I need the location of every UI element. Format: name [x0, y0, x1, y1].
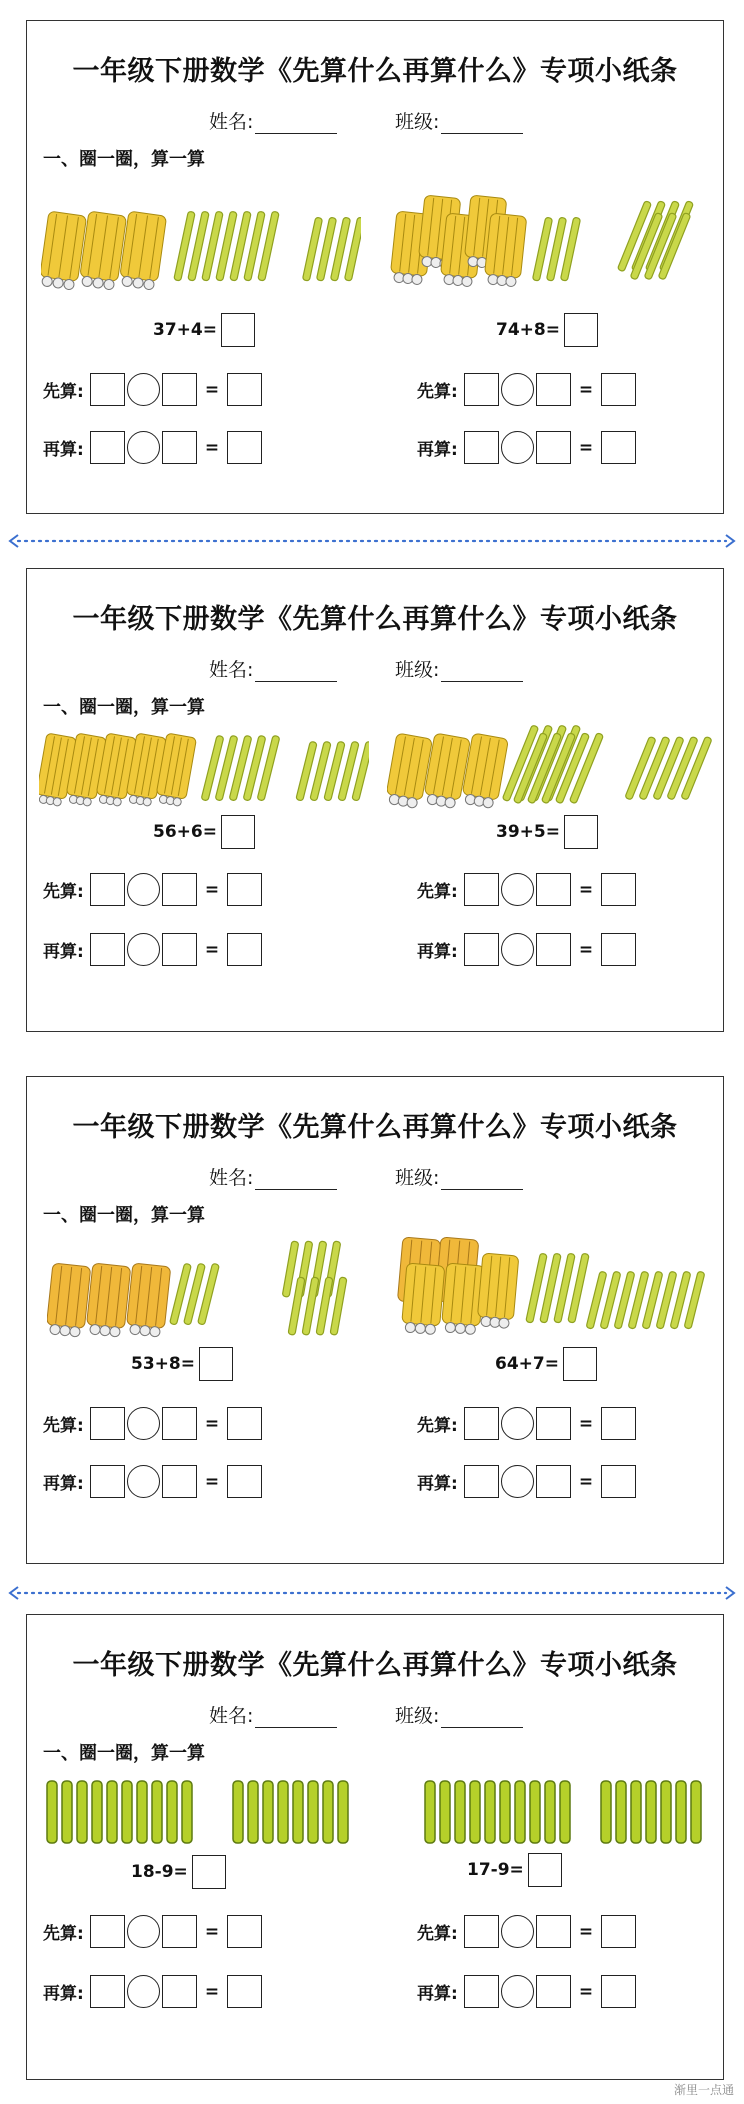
expression-left: 56+6=: [153, 815, 255, 849]
section-title: 一、圈一圈，算一算: [43, 149, 205, 170]
expression-right: 74+8=: [496, 313, 598, 347]
single-sticks: [526, 1253, 705, 1329]
result-box[interactable]: [601, 1407, 636, 1440]
sticks-picture-left: [47, 1237, 367, 1341]
sticks-picture-right: [387, 719, 717, 811]
single-sticks: [425, 1781, 701, 1843]
sticks-picture-left: [43, 1777, 383, 1847]
name-field[interactable]: 姓名:: [209, 1163, 337, 1190]
sticks-picture-right: [397, 1231, 717, 1341]
number-box[interactable]: [464, 1407, 499, 1440]
second-step-left: 再算: =: [43, 1975, 262, 2008]
operator-circle[interactable]: [127, 873, 160, 906]
sticks-picture-left: [39, 727, 369, 811]
section-title: 一、圈一圈，算一算: [43, 697, 205, 718]
card-2: [26, 568, 724, 1032]
number-box[interactable]: [464, 873, 499, 906]
answer-box[interactable]: [564, 815, 598, 849]
operator-circle[interactable]: [501, 373, 534, 406]
answer-box[interactable]: [528, 1853, 562, 1887]
card-4: [26, 1614, 724, 2080]
second-step-left: 再算: =: [43, 933, 262, 966]
single-sticks: [174, 211, 361, 281]
number-box[interactable]: [162, 1407, 197, 1440]
number-box[interactable]: [536, 373, 571, 406]
operator-circle[interactable]: [501, 1407, 534, 1440]
number-box[interactable]: [162, 873, 197, 906]
bundles-of-ten: [41, 211, 167, 291]
page-title: 一年级下册数学《先算什么再算什么》专项小纸条: [72, 1650, 678, 1681]
result-box[interactable]: [601, 373, 636, 406]
number-box[interactable]: [536, 431, 571, 464]
second-step-right: 再算: =: [417, 1975, 636, 2008]
operator-circle[interactable]: [127, 431, 160, 464]
operator-circle[interactable]: [127, 933, 160, 966]
second-step-left: 再算: =: [43, 431, 262, 464]
section-title: 一、圈一圈，算一算: [43, 1205, 205, 1226]
answer-box[interactable]: [199, 1347, 233, 1381]
single-sticks: [532, 201, 693, 282]
second-step-right: 再算: =: [417, 1465, 636, 1498]
operator-circle[interactable]: [127, 1407, 160, 1440]
first-step-left: 先算: =: [43, 373, 262, 406]
operator-circle[interactable]: [501, 873, 534, 906]
page-title: 一年级下册数学《先算什么再算什么》专项小纸条: [72, 604, 678, 635]
result-box[interactable]: [601, 1975, 636, 2008]
number-box[interactable]: [464, 1465, 499, 1498]
card-3: [26, 1076, 724, 1564]
first-step-left: 先算: =: [43, 873, 262, 906]
result-box[interactable]: [227, 1915, 262, 1948]
answer-box[interactable]: [221, 815, 255, 849]
operator-circle[interactable]: [501, 1465, 534, 1498]
number-box[interactable]: [90, 1465, 125, 1498]
number-box[interactable]: [536, 1915, 571, 1948]
expression-left: 37+4=: [153, 313, 255, 347]
single-sticks: [170, 1241, 347, 1335]
bundles-of-ten: [390, 195, 527, 287]
sticks-picture-left: [41, 199, 361, 291]
card-1: [26, 20, 724, 514]
operator-circle[interactable]: [501, 1975, 534, 2008]
operator-circle[interactable]: [127, 1915, 160, 1948]
class-field[interactable]: 班级:: [395, 107, 523, 134]
result-box[interactable]: [601, 431, 636, 464]
sticks-picture-right: [421, 1777, 721, 1847]
bundles-of-ten: [397, 1237, 518, 1335]
bundles-of-ten: [387, 733, 508, 809]
page-title: 一年级下册数学《先算什么再算什么》专项小纸条: [72, 56, 678, 87]
result-box[interactable]: [227, 373, 262, 406]
cut-line-separator: [6, 1585, 738, 1601]
result-box[interactable]: [227, 431, 262, 464]
number-box[interactable]: [536, 933, 571, 966]
class-field[interactable]: 班级:: [395, 1163, 523, 1190]
expression-right: 64+7=: [495, 1347, 597, 1381]
bundles-of-ten: [39, 733, 197, 807]
number-box[interactable]: [536, 1465, 571, 1498]
operator-circle[interactable]: [127, 1465, 160, 1498]
result-box[interactable]: [601, 1465, 636, 1498]
second-step-right: 再算: =: [417, 431, 636, 464]
result-box[interactable]: [227, 1407, 262, 1440]
class-field[interactable]: 班级:: [395, 1701, 523, 1728]
answer-box[interactable]: [192, 1855, 226, 1889]
result-box[interactable]: [601, 873, 636, 906]
number-box[interactable]: [536, 873, 571, 906]
number-box[interactable]: [464, 373, 499, 406]
watermark: 渐里一点通: [673, 2083, 734, 2097]
answer-box[interactable]: [563, 1347, 597, 1381]
expression-left: 18-9=: [131, 1855, 226, 1889]
name-field[interactable]: 姓名:: [209, 107, 337, 134]
expression-right: 17-9=: [467, 1853, 562, 1887]
first-step-right: 先算: =: [417, 1915, 636, 1948]
number-box[interactable]: [464, 1975, 499, 2008]
operator-circle[interactable]: [127, 373, 160, 406]
number-box[interactable]: [464, 1915, 499, 1948]
cut-line-separator: [6, 533, 738, 549]
single-sticks: [201, 735, 369, 801]
number-box[interactable]: [536, 1407, 571, 1440]
number-box[interactable]: [90, 1915, 125, 1948]
number-box[interactable]: [464, 431, 499, 464]
number-box[interactable]: [90, 1975, 125, 2008]
number-box[interactable]: [162, 1975, 197, 2008]
expression-right: 39+5=: [496, 815, 598, 849]
section-title: 一、圈一圈，算一算: [43, 1743, 205, 1764]
number-box[interactable]: [90, 1407, 125, 1440]
number-box[interactable]: [162, 1915, 197, 1948]
operator-circle[interactable]: [501, 933, 534, 966]
first-step-left: 先算: =: [43, 1915, 262, 1948]
number-box[interactable]: [90, 431, 125, 464]
operator-circle[interactable]: [127, 1975, 160, 2008]
page-title: 一年级下册数学《先算什么再算什么》专项小纸条: [72, 1112, 678, 1143]
number-box[interactable]: [162, 1465, 197, 1498]
sticks-picture-right: [387, 189, 717, 291]
bundles-of-ten: [47, 1263, 171, 1338]
result-box[interactable]: [227, 873, 262, 906]
number-box[interactable]: [536, 1975, 571, 2008]
result-box[interactable]: [227, 1465, 262, 1498]
operator-circle[interactable]: [501, 1915, 534, 1948]
first-step-right: 先算: =: [417, 373, 636, 406]
single-sticks: [502, 725, 712, 804]
result-box[interactable]: [601, 933, 636, 966]
second-step-left: 再算: =: [43, 1465, 262, 1498]
result-box[interactable]: [601, 1915, 636, 1948]
name-field[interactable]: 姓名:: [209, 1701, 337, 1728]
first-step-right: 先算: =: [417, 1407, 636, 1440]
operator-circle[interactable]: [501, 431, 534, 464]
result-box[interactable]: [227, 933, 262, 966]
number-box[interactable]: [464, 933, 499, 966]
number-box[interactable]: [90, 873, 125, 906]
number-box[interactable]: [90, 373, 125, 406]
first-step-right: 先算: =: [417, 873, 636, 906]
expression-left: 53+8=: [131, 1347, 233, 1381]
class-field[interactable]: 班级:: [395, 655, 523, 682]
number-box[interactable]: [162, 431, 197, 464]
answer-box[interactable]: [564, 313, 598, 347]
result-box[interactable]: [227, 1975, 262, 2008]
name-field[interactable]: 姓名:: [209, 655, 337, 682]
number-box[interactable]: [162, 933, 197, 966]
single-sticks: [47, 1781, 348, 1843]
number-box[interactable]: [162, 373, 197, 406]
first-step-left: 先算: =: [43, 1407, 262, 1440]
second-step-right: 再算: =: [417, 933, 636, 966]
answer-box[interactable]: [221, 313, 255, 347]
number-box[interactable]: [90, 933, 125, 966]
